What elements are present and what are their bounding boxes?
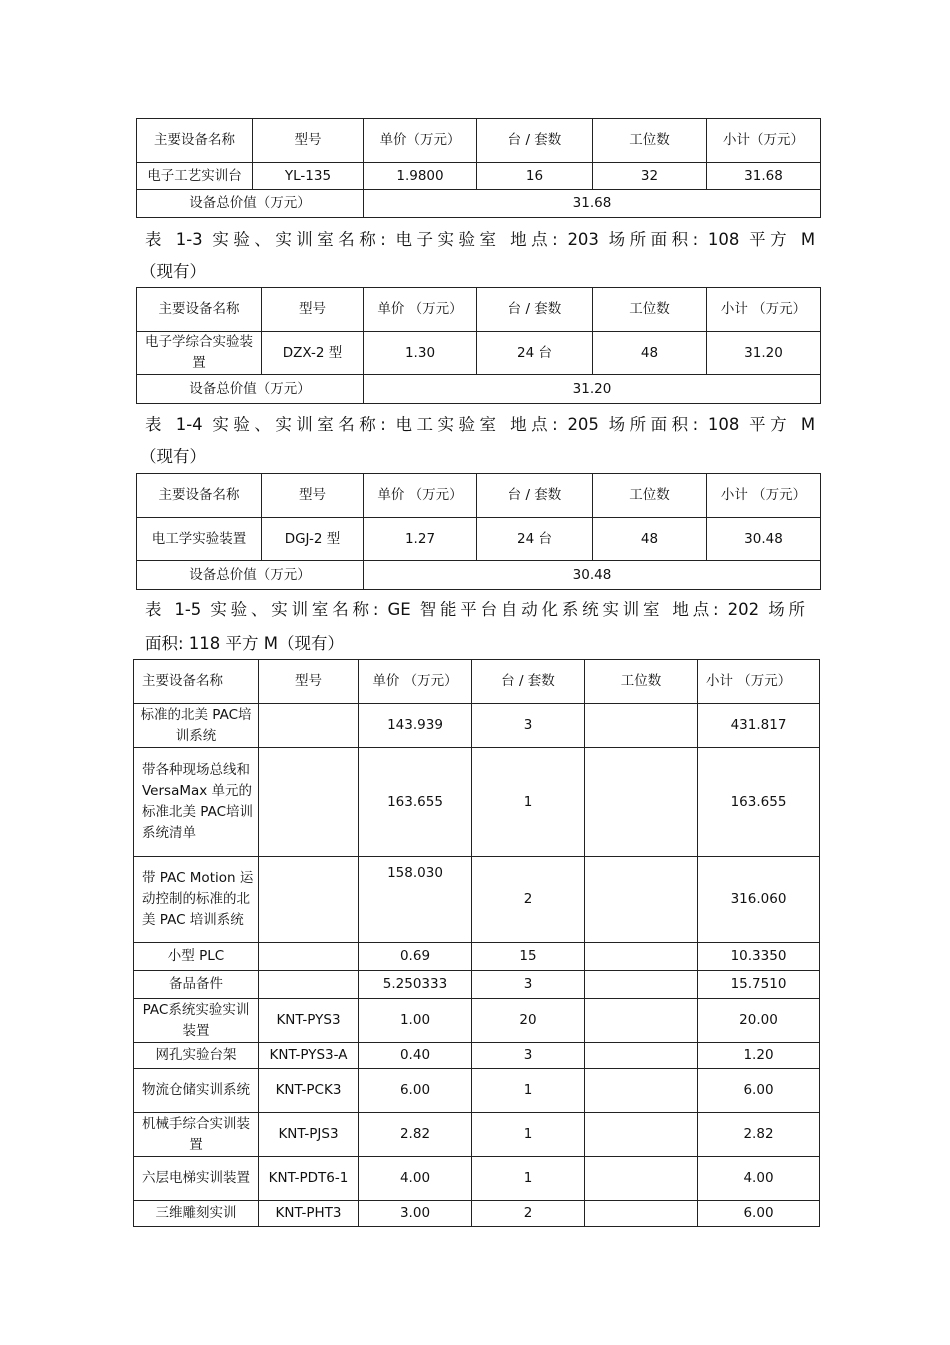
table-cell: 物流仓储实训系统 [134, 1069, 259, 1113]
header-cell: 型号 [262, 288, 364, 332]
table-cell [259, 943, 359, 971]
table-cell: 网孔实验台架 [134, 1043, 259, 1069]
table-row [134, 704, 820, 748]
caption-text: 地点: [510, 415, 558, 434]
table-cell: 31.20 [707, 332, 821, 375]
header-cell: 主要设备名称 [137, 288, 262, 332]
caption-text: 平方 [749, 230, 792, 249]
caption-text: 表 1-4 [145, 415, 203, 434]
table-cell: 48 [593, 518, 707, 561]
table-row [134, 1043, 820, 1069]
caption-text: 表 1-5 [145, 600, 202, 619]
caption-text: 场所面积: [608, 415, 699, 434]
header-cell: 小计 （万元） [698, 660, 820, 704]
header-cell: 台 / 套数 [477, 119, 593, 163]
table-cell: 1.20 [698, 1043, 820, 1069]
caption-1-5 [145, 593, 805, 626]
total-value: 31.20 [364, 375, 821, 404]
header-cell: 型号 [262, 474, 364, 518]
total-label: 设备总价值（万元） [137, 375, 364, 404]
header-cell: 型号 [259, 660, 359, 704]
table-row [137, 332, 821, 375]
header-cell: 台 / 套数 [477, 474, 593, 518]
header-cell: 工位数 [593, 119, 707, 163]
table-cell: DGJ-2 型 [262, 518, 364, 561]
table-cell: 32 [593, 163, 707, 190]
table-row [134, 1113, 820, 1157]
total-label: 设备总价值（万元） [137, 190, 364, 218]
total-row [137, 561, 821, 590]
equipment-table-1-2 [136, 118, 821, 218]
table-cell: 24 台 [477, 518, 593, 561]
header-cell: 主要设备名称 [137, 474, 262, 518]
caption-1-4 [145, 408, 815, 441]
table-cell [585, 857, 698, 943]
table-cell: 1 [472, 1113, 585, 1157]
table-cell [585, 999, 698, 1043]
table-cell: 1.9800 [364, 163, 477, 190]
table-cell: KNT-PYS3 [259, 999, 359, 1043]
header-cell: 小计 （万元） [707, 288, 821, 332]
caption-text: 地点: [672, 600, 719, 619]
caption-1-3 [145, 223, 815, 256]
table-cell: 5.250333 [359, 971, 472, 999]
table-cell: 16 [477, 163, 593, 190]
table-cell [259, 748, 359, 857]
table-cell [585, 1201, 698, 1227]
table-cell: 三维雕刻实训 [134, 1201, 259, 1227]
table-cell: 31.68 [707, 163, 821, 190]
table-cell: DZX-2 型 [262, 332, 364, 375]
header-cell: 单价 （万元） [359, 660, 472, 704]
caption-text: 203 [567, 230, 599, 249]
table-header-row [137, 119, 821, 163]
table-header-row [137, 474, 821, 518]
table-cell: 3 [472, 971, 585, 999]
total-value: 30.48 [364, 561, 821, 590]
table-cell: 2.82 [698, 1113, 820, 1157]
equipment-table-1-3 [136, 287, 821, 404]
table-cell: KNT-PHT3 [259, 1201, 359, 1227]
caption-text: 108 [707, 415, 740, 434]
table-cell: 6.00 [359, 1069, 472, 1113]
total-value: 31.68 [364, 190, 821, 218]
table-cell [259, 704, 359, 748]
table-cell: 0.69 [359, 943, 472, 971]
table-cell [585, 1113, 698, 1157]
table-cell: 电子工艺实训台 [137, 163, 253, 190]
header-cell: 小计 （万元） [707, 474, 821, 518]
table-cell: PAC系统实验实训装置 [134, 999, 259, 1043]
total-row [137, 190, 821, 218]
equipment-table-1-5 [133, 659, 820, 1227]
table-cell [259, 857, 359, 943]
caption-text: 表 1-3 [145, 230, 203, 249]
table-cell: 2 [472, 857, 585, 943]
header-cell: 台 / 套数 [477, 288, 593, 332]
table-row [137, 518, 821, 561]
table-cell: 158.030 [359, 857, 472, 943]
caption-text: 实验、实训室名称: [210, 600, 379, 619]
table-cell: 6.00 [698, 1069, 820, 1113]
table-row [134, 971, 820, 999]
caption-text: M [800, 230, 816, 249]
table-cell: 0.40 [359, 1043, 472, 1069]
caption-1-4-line2: （现有） [140, 447, 206, 466]
table-cell: 15 [472, 943, 585, 971]
table-cell [259, 971, 359, 999]
table-cell: 316.060 [698, 857, 820, 943]
table-cell: KNT-PJS3 [259, 1113, 359, 1157]
table-cell: 431.817 [698, 704, 820, 748]
table-cell: 30.48 [707, 518, 821, 561]
table-cell: 1 [472, 1157, 585, 1201]
table-row [134, 999, 820, 1043]
table-cell [585, 748, 698, 857]
header-cell: 单价 （万元） [364, 288, 477, 332]
table-row [134, 748, 820, 857]
table-cell: KNT-PCK3 [259, 1069, 359, 1113]
caption-text: 平方 [749, 415, 792, 434]
table-cell: 15.7510 [698, 971, 820, 999]
table-cell [585, 1069, 698, 1113]
table-cell: 六层电梯实训装置 [134, 1157, 259, 1201]
header-cell: 工位数 [593, 288, 707, 332]
header-cell: 工位数 [593, 474, 707, 518]
table-cell: 143.939 [359, 704, 472, 748]
caption-text: M [800, 415, 816, 434]
table-cell: 小型 PLC [134, 943, 259, 971]
table-cell [585, 971, 698, 999]
table-cell: 1.00 [359, 999, 472, 1043]
table-cell: 带各种现场总线和 VersaMax 单元的标准北美 PAC培训系统清单 [134, 748, 259, 857]
table-cell: KNT-PYS3-A [259, 1043, 359, 1069]
caption-text: 205 [567, 415, 599, 434]
table-cell: 2 [472, 1201, 585, 1227]
table-cell: 3.00 [359, 1201, 472, 1227]
table-header-row [137, 288, 821, 332]
table-cell: 备品备件 [134, 971, 259, 999]
caption-text: 场所面积: [608, 230, 699, 249]
table-cell [585, 943, 698, 971]
table-cell: YL-135 [253, 163, 364, 190]
caption-1-3-line2: （现有） [140, 262, 206, 281]
table-row [134, 943, 820, 971]
caption-text: 202 场所 [727, 600, 806, 619]
table-cell: 标准的北美 PAC培训系统 [134, 704, 259, 748]
header-cell: 台 / 套数 [472, 660, 585, 704]
table-row [134, 1069, 820, 1113]
table-cell: 163.655 [698, 748, 820, 857]
table-cell: 1 [472, 748, 585, 857]
table-cell: 20.00 [698, 999, 820, 1043]
total-label: 设备总价值（万元） [137, 561, 364, 590]
total-row [137, 375, 821, 404]
equipment-table-1-4 [136, 473, 821, 590]
table-cell [585, 1043, 698, 1069]
table-cell: 4.00 [698, 1157, 820, 1201]
table-cell [585, 704, 698, 748]
header-cell: 主要设备名称 [137, 119, 253, 163]
table-cell: 163.655 [359, 748, 472, 857]
header-cell: 单价 （万元） [364, 474, 477, 518]
table-cell: 3 [472, 704, 585, 748]
table-cell: 1.27 [364, 518, 477, 561]
table-cell: 电子学综合实验装置 [137, 332, 262, 375]
caption-1-5-line2: 面积: 118 平方 M（现有） [145, 634, 345, 653]
table-cell: 4.00 [359, 1157, 472, 1201]
table-cell: KNT-PDT6-1 [259, 1157, 359, 1201]
table-cell: 1.30 [364, 332, 477, 375]
caption-text: 108 [707, 230, 740, 249]
table-row [134, 857, 820, 943]
caption-text: 实验、实训室名称: [212, 415, 386, 434]
table-row [134, 1157, 820, 1201]
table-cell: 电工学实验装置 [137, 518, 262, 561]
table-header-row [134, 660, 820, 704]
table-cell: 3 [472, 1043, 585, 1069]
table-cell: 2.82 [359, 1113, 472, 1157]
table-cell [585, 1157, 698, 1201]
table-cell: 20 [472, 999, 585, 1043]
caption-text: 电工实验室 [395, 415, 501, 434]
caption-text: 实验、实训室名称: [212, 230, 386, 249]
table-cell: 6.00 [698, 1201, 820, 1227]
caption-text: 地点: [510, 230, 558, 249]
table-cell: 48 [593, 332, 707, 375]
caption-text: 电子实验室 [395, 230, 501, 249]
table-row [137, 163, 821, 190]
table-cell: 带 PAC Motion 运动控制的标准的北美 PAC 培训系统 [134, 857, 259, 943]
header-cell: 单价（万元） [364, 119, 477, 163]
table-cell: 10.3350 [698, 943, 820, 971]
header-cell: 型号 [253, 119, 364, 163]
table-cell: 1 [472, 1069, 585, 1113]
table-cell: 机械手综合实训装置 [134, 1113, 259, 1157]
header-cell: 工位数 [585, 660, 698, 704]
header-cell: 主要设备名称 [134, 660, 259, 704]
caption-text: GE 智能平台自动化系统实训室 [387, 600, 664, 619]
table-cell: 24 台 [477, 332, 593, 375]
header-cell: 小计（万元） [707, 119, 821, 163]
table-row [134, 1201, 820, 1227]
